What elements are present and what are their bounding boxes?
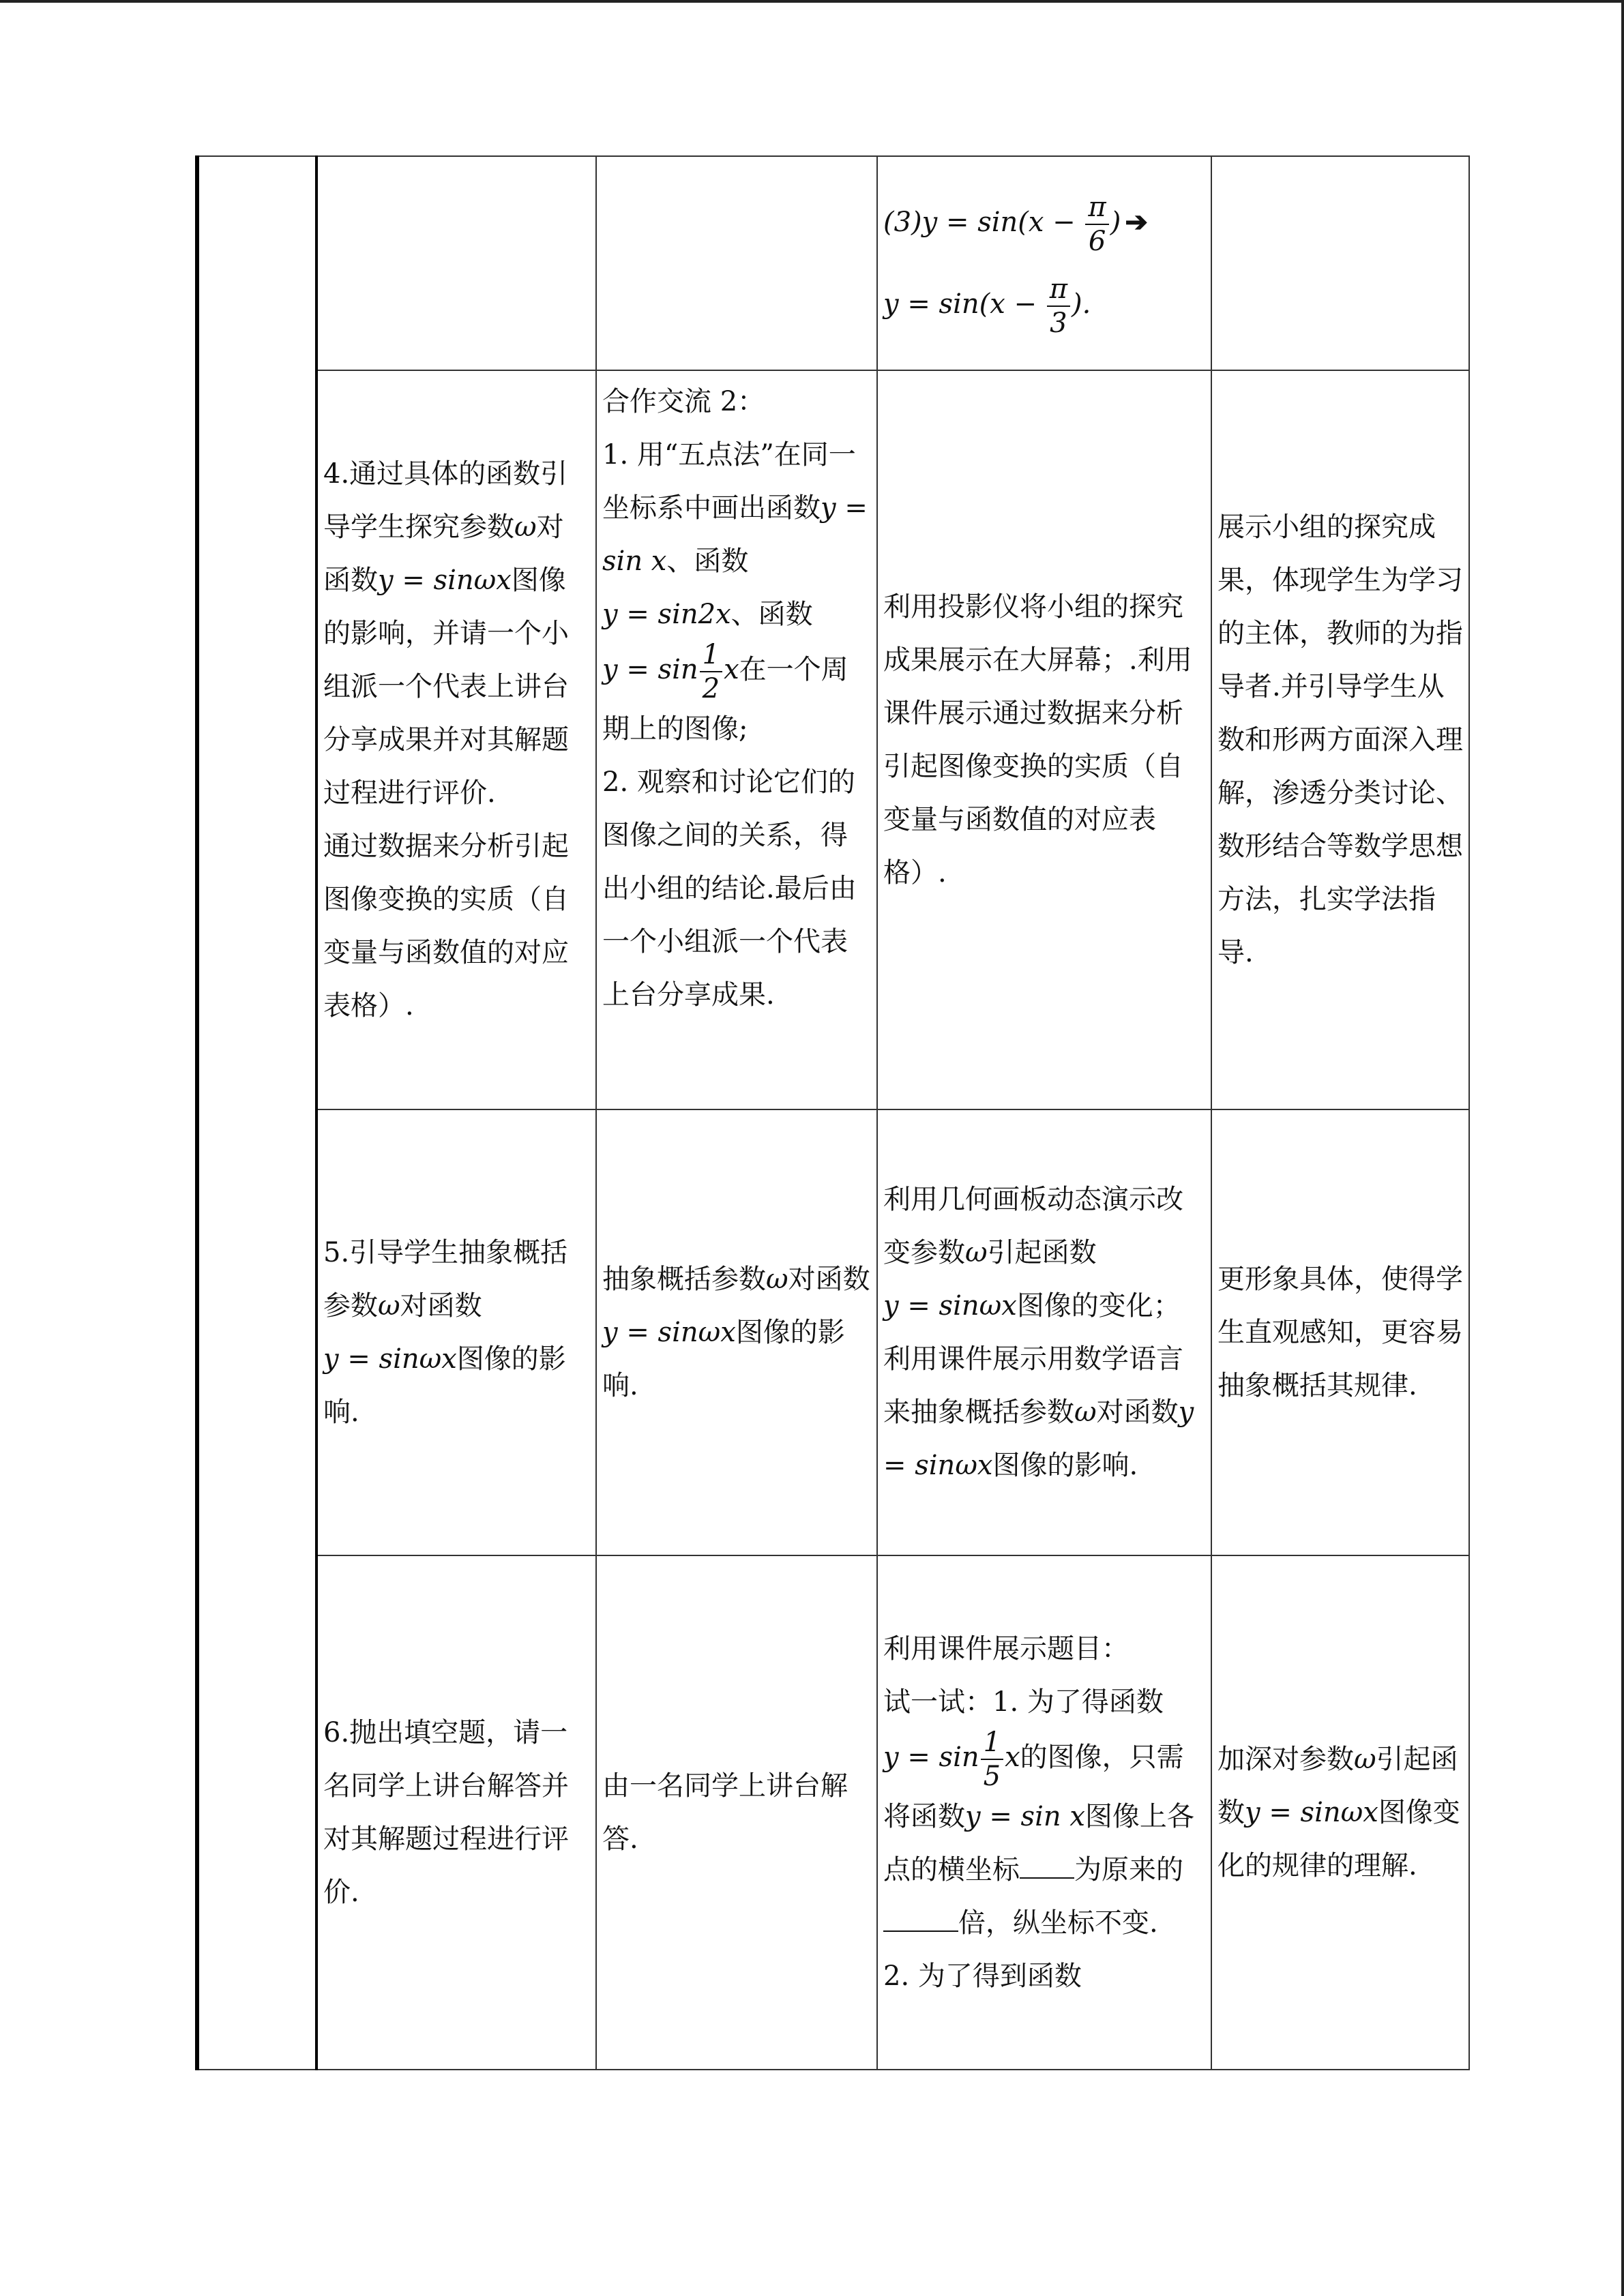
text: 倍，纵坐标不变.: [958, 1907, 1158, 1939]
fraction-denominator: 5: [983, 1761, 1001, 1792]
text: 利用投影仪将小组的探究成果展示在大屏幕；.利用课件展示通过数据来分析引起图像变换的实质（自变量与函数值的对应表格）.: [883, 591, 1192, 889]
fraction-numerator: 1: [700, 641, 722, 672]
text: 图像的影响，并请一个小组派一个代表上讲台分享成果并对其解题过程进行评价.: [323, 565, 569, 809]
formula-line-2: y = sin(x − $\frac{\pi}{3}$ ).: [883, 273, 1091, 339]
section-title: 合作交流 2：: [602, 386, 765, 417]
text: 图像的影响.: [992, 1450, 1138, 1481]
formula: y = sinωx: [883, 1397, 1194, 1481]
teacher-activity-cell: [316, 370, 596, 1109]
media-cell: [877, 1555, 1211, 2070]
text: 加深对参数: [1217, 1744, 1354, 1775]
formula: x: [1005, 1742, 1020, 1773]
text: 对函数: [323, 511, 564, 596]
formula: y = sin: [602, 654, 698, 685]
text: 1. 用“五点法”在同一坐标系中画出函数: [602, 439, 856, 524]
design-intent-cell: [1211, 156, 1469, 370]
media-cell: [877, 1109, 1211, 1555]
text: 2. 观察和讨论它们的图像之间的关系，得出小组的结论.最后由一个小组派一个代表上台分享成果.: [602, 766, 857, 1011]
lesson-plan-table: [195, 155, 1470, 2070]
omega-symbol: ω: [1074, 1397, 1097, 1428]
text: 6.抛出填空题，请一名同学上讲台解答并对其解题过程进行评价.: [323, 1717, 569, 1908]
text: 图像变化的规律的理解.: [1217, 1797, 1460, 1881]
table-row: [197, 156, 1469, 370]
table-row: [197, 370, 1469, 1109]
table-row: [197, 1555, 1469, 2070]
text: 试一试：1. 为了得函数: [883, 1686, 1164, 1718]
formula: y = sinωx: [378, 565, 512, 596]
student-activity-cell: [596, 370, 877, 1109]
design-intent-cell: [1211, 1109, 1469, 1555]
formula: y = sinωx: [883, 1290, 1017, 1322]
student-activity-cell: [596, 1109, 877, 1555]
text: 对函数: [788, 1264, 870, 1295]
fraction-denominator: 2: [702, 673, 720, 704]
text: 由一名同学上讲台解答.: [602, 1770, 848, 1855]
formula: y = sin: [883, 1742, 979, 1773]
omega-symbol: ω: [766, 1264, 788, 1295]
media-cell: [877, 370, 1211, 1109]
text: 图像的变化；利用课件展示用数学语言来抽象概括参数: [883, 1290, 1183, 1428]
omega-symbol: ω: [965, 1237, 988, 1268]
text: 展示小组的探究成果，体现学生为学习的主体，教师的为指导者.并引导学生从数和形两方面深入理解，渗透分类讨论、数形结合等数学思想方法，扎实学法指导.: [1217, 511, 1463, 968]
text: 引起函数: [1217, 1744, 1458, 1828]
text: 抽象概括参数: [602, 1264, 766, 1295]
text: 、函数: [730, 599, 813, 630]
text: 利用课件展示题目：: [883, 1633, 1129, 1665]
table-row: [197, 1109, 1469, 1555]
fraction-numerator: 1: [981, 1729, 1003, 1760]
formula: y = sin x: [602, 492, 868, 577]
text: 2. 为了得到函数: [883, 1960, 1082, 1992]
formula: y = sin x: [965, 1801, 1085, 1832]
page-top-border: [0, 0, 1624, 3]
formula: y = sinωx: [602, 1317, 736, 1348]
text: 图像的影响.: [323, 1343, 566, 1428]
student-activity-cell: [596, 1555, 877, 2070]
text: 图像上各点的横坐标: [883, 1801, 1194, 1885]
right-arrow-icon: ➔: [1125, 206, 1148, 238]
fill-blank: [883, 1930, 958, 1932]
teacher-activity-cell: [316, 156, 596, 370]
formula-line-1: (3)y = sin(x − $\frac{\pi}{6}$ ) ➔: [883, 192, 1148, 257]
text: 在一个周期上的图像;: [602, 654, 848, 745]
formula: x: [724, 654, 739, 685]
teacher-activity-cell: [316, 1109, 596, 1555]
formula: y = sinωx: [323, 1343, 457, 1375]
text: 5.引导学生抽象概括参数: [323, 1237, 568, 1322]
design-intent-cell: [1211, 1555, 1469, 2070]
design-intent-cell: [1211, 370, 1469, 1109]
text: 、函数: [666, 546, 749, 577]
text: 4.通过具体的函数引导学生探究参数: [323, 458, 568, 543]
omega-symbol: ω: [1354, 1744, 1376, 1775]
teacher-activity-cell: [316, 1555, 596, 2070]
omega-symbol: ω: [514, 511, 537, 543]
text: 通过数据来分析引起图像变换的实质（自变量与函数值的对应表格）.: [323, 831, 569, 1022]
student-activity-cell: [596, 156, 877, 370]
fill-blank: [1020, 1877, 1074, 1879]
omega-symbol: ω: [378, 1290, 400, 1322]
formula: y = sinωx: [1245, 1797, 1378, 1828]
text: 为原来的: [1074, 1854, 1183, 1885]
text: 引起函数: [987, 1237, 1097, 1268]
stage-cell: [197, 156, 316, 2070]
page-right-border: [1621, 0, 1624, 2296]
text: 的图像，只需将函数: [883, 1742, 1184, 1832]
text: 图像的影响.: [602, 1317, 845, 1401]
media-cell: [877, 156, 1211, 370]
formula: y = sin2x: [602, 599, 731, 630]
text: 对函数: [1096, 1397, 1179, 1428]
text: 对函数: [400, 1290, 482, 1322]
text: 利用几何画板动态演示改变参数: [883, 1184, 1183, 1268]
text: 更形象具体，使得学生直观感知，更容易抽象概括其规律.: [1217, 1264, 1463, 1401]
